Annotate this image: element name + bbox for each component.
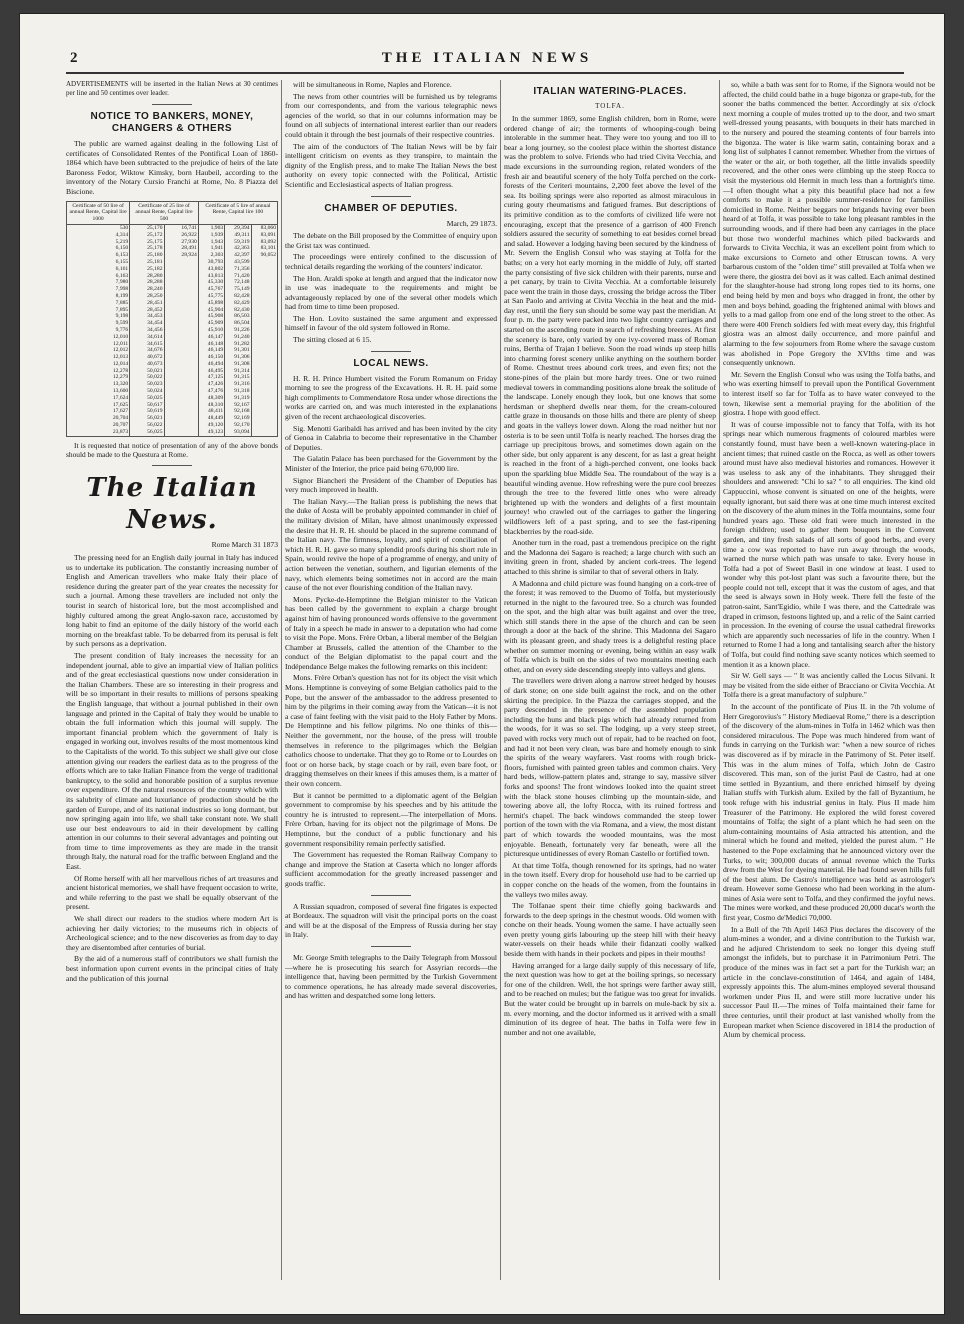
table-cell: 45,898 [198,300,224,307]
tolfa-subheading: TOLFA. [595,102,625,110]
table-row [67,374,278,381]
editorial-paragraph: The pressing need for an English daily journal in Italy has induced us to undertake its publication. The constantly increasing number of English and American travellers who make Italy their place of residence during the greater part of the year creates the necessity for such a journal. Among these travellers are included not only the tourist in search of historical lore, but the most accomplished and highly cultured among the great Anglo-saxon race, accustomed by long habit to find an epitome of the daily history of the world each morning on the breakfast table. To be debarred from its perusal is felt by such persons as a deprivation. [66,553,278,649]
table-cell [164,381,198,388]
table-cell: 50,617 [130,402,164,409]
chamber-paragraph: The Hon. Lovito sustained the same argument and expressed himself in favour of the old system followed in Rome. [285,313,497,333]
table-cell [164,327,198,334]
table-cell [251,361,277,368]
bankers-text: The public are warned against dealing in the following List of certificates of Consolidated Rentes of the Pontifical Loan of 1860-1864 which have been subtracted to the prejudice of heirs of the late Baroness Fedor, Wiktow Kimsky, born Haubeil, according to the inventory of the Notary Cursio Franchi at Rome, No. 8 Piazza del Biscione. [66,139,278,196]
table-cell: 45,767 [198,286,224,293]
chamber-heading: CHAMBER OF DEPUTIES. [324,202,458,214]
table-cell [164,320,198,327]
table-cell [251,266,277,273]
table-cell: 1,943 [198,239,224,246]
table-row [67,347,278,354]
table-cell: 49,120 [198,422,224,429]
table-row [67,368,278,375]
chamber-paragraph: The Hon. Araldi spoke at length and argued that the indicator now in use was inadequate to the requirements and might be advantageously replaced by one of the several other models which had from time to time been proposed. [285,273,497,312]
table-cell [251,273,277,280]
table-cell: 92,170 [225,422,251,429]
table-cell [164,354,198,361]
table-cell: 45,908 [198,313,224,320]
divider [371,196,411,197]
table-cell: 25,170 [130,224,164,231]
table-cell: 50,619 [130,408,164,415]
editorial-paragraph: We shall direct our readers to the studios where modern Art is achieving her daily victories; to the museums rich in objects of Archeological science; and to the new discoveries as from day to day they are disentombed after centuries of burial. [66,914,278,952]
article-paragraph: Mr. Severn the English Consul who was using the Tolfa baths, and who was exerting himself to prevail upon the Pontifical Government to interest itself so far for Tolfa as to have water conveyed to the town, likewise sent a memorial praying for the abolition of the giostra. I hope with good effect. [723,369,935,418]
article-paragraph: Sir W. Gell says — " It was anciently called the Locus Silvani. It may be visited from the side either of Bracciano or Civita Vecchia. At Tolfa there is a great manufactory of sulphure." [723,671,935,700]
ads-notice: ADVERTISEMENTS will be inserted in the Italian News at 30 centimes per line and 50 centimes over leader. [66,80,278,97]
table-cell [164,259,198,266]
table-cell: 28,924 [164,252,198,259]
table-cell: 7,895 [67,307,130,314]
table-cell: 28,240 [130,286,164,293]
table-cell [164,402,198,409]
local-news-paragraph: The Galatin Palace has been purchased for the Government by the Minister of the Interior, the price paid being 670,000 lire. [285,454,497,473]
table-row [67,239,278,246]
table-cell: 91,318 [225,388,251,395]
table-cell: 12,278 [67,368,130,375]
table-cell: 91,226 [225,327,251,334]
table-cell [164,429,198,436]
table-cell [164,341,198,348]
table-cell: 48,449 [198,415,224,422]
table-cell [164,334,198,341]
table-cell: 46,147 [198,334,224,341]
table-cell [251,429,277,436]
chamber-paragraph: The sitting closed at 6 15. [293,335,372,345]
column-4 [723,80,935,1290]
table-cell: 75,149 [225,286,251,293]
table-cell: 50,024 [130,388,164,395]
table-cell: 45,909 [198,320,224,327]
table-cell: 7,980 [67,279,130,286]
table-cell: 48,310 [198,402,224,409]
local-news-paragraph: Mr. George Smith telegraphs to the Daily Telegraph from Mossoul—where he is prosecuting his search for Assyrian records—the intelligence that, having been permitted by the Turkish Government to commence operations, he has already made several discoveries, and has written and despatched some long letters. [285,952,497,1001]
table-row [67,313,278,320]
article-paragraph: so, while a bath was sent for to Rome, if the Signora would not be affected, the child could bathe in a huge bigonza or grape-tub, for the sooner the baths commenced the better. Accordingly at six o'clock next morning a couple of mules trotted up to the door, and two smart well-dressed young peasants, with bouquets in their hats marched in to the nursery and poured the steaming contents of four barrels into the bigonza. The water is like warm satin, containing borax and a long list of sulphates I cannot remember. Whether from the virtues of the water or the air, or both together, all the little invalids speedily recovered, and the other ones were climbing up the steep Rocca to visit the mysterious old Hermit in much less than a fortnight's time.—I often thought what a pity this beautiful place had not a few comforts to make it a possible summer-residence for families domiciled in Rome. Neither beggars nor brigands having ever been heard of at Tolfa, it was possible to take long pleasant rambles in the surrounding woods, and if there had been any carriages in the place but those two wonderful machines which piled backwards and forwards to Civita Vecchia, it was an excellent point from which to make excursions to Corneto and other Etruscan towns. A very barbarous custom of the "olden time" still prevailed at Tolfa when we were there, the giostra dei bovi as it was called. Each animal destined for the slaughter-house had strong long ropes tied to its horns, one end being held by men and boys who dragged in front, the other by men and boys behind, goading the frightened animal with blows and yells to a mad gallop from one end of the long street to the other. As there were 400 French soldiers fed with meat every day, this frightful giostra was an almost daily occurrence, and more painful and alarming to the few sojourners from Rome where the savage custom was abolished in Pope Gregory the XVIths time and was consequently unknown. [723,80,935,368]
table-cell: 8,199 [67,293,130,300]
table-cell: 27,930 [164,239,198,246]
table-row [67,395,278,402]
table-cell: 46,495 [198,368,224,375]
table-row [67,300,278,307]
table-cell: 83,060 [251,224,277,231]
table-cell: 46,494 [198,361,224,368]
table-cell: 6,163 [67,273,130,280]
table-cell: 83,092 [251,239,277,246]
table-cell: 20,704 [67,415,130,422]
table-cell [164,273,198,280]
table-cell: 83,091 [251,232,277,239]
table-row [67,422,278,429]
local-news-paragraph: The Government has requested the Roman Railway Company to change and improve the Station at Caserta which no longer affords sufficient accommodation for the greatly increased passenger and goods traffic. [285,850,497,888]
local-news-paragraph: The Italian Navy.—The Italian press is publishing the news that the duke of Aosta will be probably appointed commander in chief of the military division of Milan, have almost unanimously expressed the desire that H. R. H. should be placed in the supreme command of the Italian navy. The firmness, loyalty, and spirit of conciliation of which H. R. H. gave so many splendid proofs during his short rule in Spain, would revive the hope of a programme of energy, and unity of action between the venetian, southern, and ligurian elements of the navy, which elements being sometimes not in accord are the main cause of the not ever flourishing condition of the Italian navy. [285,496,497,593]
table-cell: 13,320 [67,381,130,388]
table-row [67,415,278,422]
table-cell: 50,022 [130,374,164,381]
table-cell: 45,330 [198,279,224,286]
table-cell: 90,052 [251,252,277,259]
table-cell: 12,011 [67,341,130,348]
table-cell: 71,356 [225,266,251,273]
table-cell: 34,453 [130,313,164,320]
table-cell [251,381,277,388]
table-cell [251,327,277,334]
table-cell: 29,394 [225,224,251,231]
table-cell: 45,910 [198,327,224,334]
table-cell: 92,169 [225,415,251,422]
editorial-continued: will be simultaneous in Rome, Naples and Florence. [293,80,452,89]
table-row [67,402,278,409]
article-paragraph: A Madonna and child picture was found hanging on a cork-tree of the forest; it was removed to the Duomo of Tolfa, but mysteriously returned in the night to the favoured tree. So a church was founded on the spot, and the high altar was built against and over the tree, which still stands there in the apse of the church and can be seen through a door at the back of the shrine. This Madonna dei Sagaro with its pleasant green, and shady trees is a delightful resting place whether on summer morning or evening, being within an easy walk of Tolfa which is built on the sides of two mountains meeting each other, and on every side descending steeply into valleys and glens. [504,578,716,674]
table-row [67,252,278,259]
table-header: Certificate of 25 lire of annual Rente, Capital lire 500 [130,201,199,224]
table-cell: 46,149 [198,347,224,354]
table-cell: 17,625 [67,402,130,409]
local-news-paragraph: Mons. Pycke-de-Hemptinne the Belgian minister to the Vatican has been called by the government to explain a charge brought against him of having pronounced words offensive to the government of Italy in a speech he made in answer to a deputation who had come to visit the Pope. Mons. Frère Orban, a liberal member of the Belgian Chamber at Brussels, called the attention of the Chamber to the conduct of the Belgian diplomatist to the papal court and the Indépendance Belge makes the following remarks on this incident: [285,594,497,671]
table-cell: 40,673 [130,361,164,368]
table-cell: 86,503 [225,313,251,320]
article-paragraph: Having arranged for a large daily supply of this necessary of life, the next question was how to get at the boiling springs, so necessary for one of the children. Well, the hot springs were farther away still, and to be reached on mules; but the fatigue was too great for invalids. But the water could be brought up in barrels on mule-back by six a. m. every morning, and the doctor informed us it arrived with a small diminution of its degree of heat. The baths in Tolfa were few in number and not one available, [504,960,716,1037]
table-cell: 59,319 [225,239,251,246]
table-cell: 46,148 [198,341,224,348]
table-cell [164,293,198,300]
local-news-paragraph: A Russian squadron, composed of several fine frigates is expected at Bordeaux. The squadron will visit the principal ports on the coast and will be at the disposal of the Empress of Russia during her stay in Italy. [285,901,497,940]
table-cell: 12,014 [67,361,130,368]
table-cell: 93,094 [225,429,251,436]
column-3 [504,80,716,1290]
article-paragraph: The travellers were driven along a narrow street hedged by houses of dark stone; on one side built against the rock, and on the other skirting the precipice. In the Piazza the carriages stopped, and the party descended in the presence of the assembled population including the huns and black pigs which had already returned from the woods, for it was so sel. The lodging, up a very steep street, paved with rocks very much out of repair, had to be reached on foot, and had it not been very clean, was bare and homely enough to sink the spirits of the weary wayfarers. Vast rooms with rough brick-floors, furnished with painted green tables and common chairs. Very hard beds, willow-pattern plates and, strange to say, massive silver forks and spoons! The front windows looked into the quaint street with the black stone houses climbing up the mountain-side, and towering above all, the lofty Rocca, with its ruined fortress and hermit's chapel. The back windows commanded the steep lower portion of the town with the via Romana, and a view, the most distant part of which towards the wooded mountains, was the most enjoyable. Beneath, fortunately very far beneath, were all the picturesque untidinesses of every Roman Castello or fortified town. [504,676,716,859]
divider [152,104,192,105]
table-row [67,334,278,341]
table-row [67,232,278,239]
table-header: Certificate of 50 lire of annual Rente, Capital lire 1000 [67,201,130,224]
table-cell [251,422,277,429]
table-cell: 7,885 [67,300,130,307]
table-cell: 12,010 [67,334,130,341]
table-cell: 91,319 [225,395,251,402]
table-cell: 12,012 [67,347,130,354]
table-cell: 72,148 [225,279,251,286]
table-cell [164,395,198,402]
article-paragraph: At that time Tolfa, though renowned for its springs, had no water in the town itself. Every drop for household use had to be carried up in copper conche on the heads of the women, from the fountains in the valleys two miles away. [504,860,716,899]
table-cell: 34,676 [130,347,164,354]
table-cell: 49,123 [198,429,224,436]
table-cell: 25,181 [130,259,164,266]
table-cell: 530 [67,224,130,231]
table-cell: 12,013 [67,354,130,361]
table-cell: 17,624 [67,395,130,402]
table-cell: 82,428 [225,293,251,300]
table-cell: 43,813 [198,273,224,280]
article-paragraph: In a Bull of the 7th April 1463 Pius declares the discovery of the alum-mines a wonder, and a divine contribution to the Turkish war, and he adjured Christendom to seek no longer this dyeing stuff amongst the infidels, but to purchase it in Patrimonium Petri. The produce of the mines was in fact set a part for the Turkish war; an article in the conclave-constitution of 1464, and again of 1484, expressly appoints this. The alum-mines employed several thousand workmen under Pius II, and were still more lucrative under his successor Paul II.—The mines of Tolfa maintained their fame for three centuries, until their product at last vanished wholly from the European market when Science discovered in 1814 the production of Alum by chemical process. [723,924,935,1040]
table-row [67,408,278,415]
table-cell: 40,672 [130,354,164,361]
table-cell [164,286,198,293]
table-cell: 6,161 [67,266,130,273]
local-news-heading: LOCAL NEWS. [353,357,429,369]
table-row [67,273,278,280]
table-row [67,388,278,395]
table-row [67,341,278,348]
table-cell: 9,599 [67,320,130,327]
table-cell [251,374,277,381]
article-paragraph: In the summer 1869, some English children, born in Rome, were ordered change of air; the torments of whooping-cough being intolerable in the summer heat. They were too young and too ill to bear a long journey, so the coolest place within the shortest distance was the problem to solve. Friends who had tried Civita Vecchia, and made excursions in the surrounding region, related wonders of the fresh air and beautiful scenery of the holy Tolfa perched on the cork-forests of the Ceriteri mountains, 2,200 feet above the level of the sea. Its boiling springs were also reported as almost miraculous in curing gouty rheumatisms and fatigued frames. But descriptions of its primitive condition as to the comforts of civilized life were not encouraging, except that the presence of a garrison of 400 French soldiers assured the security of something to eat besides cornel bread and salad. However a lodging having been secured by the kindness of Mr. Severn the English Consul who was staying at Tolfa for the baths; on a very hot early morning in the middle of July, off started the party consisting of five sick children with their parents, nurse and a pet canary, by train to Civita Vecchia. At a comfortable leisurely pace went the train in those days, crossing the bridge across the Tiber at San Paolo and arriving at Civita Vecchia in the heat and the mid-day rest, until the fiery sun should be some way past the meridian. At four p. m. the party were packed into two light country carriages and started on the ascending route in search of refreshing breezes. At first the scenery is bare, only varied by one ivy-covered mass of Roman ruins, Bertha of Trajan I believe. Soon the road winds up steep hills into charming forest scenery unlike anything on the southern border of Rome. Chestnut trees abound cork trees, and even firs; not the stone-pines of the plain but more hardy trees. One or two ruined medieval towers in commanding positions alone break the solitude of the landscape. Lonely enough they look, but one knows that some herdsman or shepherd dwells near them, for the cream-coloured cattle graze in thousands on those hills and there are plenty of sheep and goats in the valleys lower down. Along the road neither hut nor osteria is to be seen until Tolfa is nearly reached. The horses drag the carriage up precipitous brows, and sometimes down again on the other side, but only apparent is any descent, for as last a great height is reached in the front of a high-perched convent, one looks back upon the sparkling blue Middle Sea. The roundabout of the way is a beautiful winding avenue. How refreshing were the pure cool breezes through the tree to the fevered little ones who were already brightened up with the wonders and delights of a first mountain journey! who crawled out of the carriages to gather the lingering wildflowers left of a past spring, and to see the fast-ripening blackberries by the road-side. [504,114,716,536]
table-cell: 34,615 [130,341,164,348]
table-cell: 56,022 [130,422,164,429]
bankers-heading: NOTICE TO BANKERS, MONEY, CHANGERS & OTHERS [90,111,254,134]
table-cell: 23,873 [67,429,130,436]
table-cell: 91,240 [225,334,251,341]
table-cell: 28,288 [130,279,164,286]
table-cell: 47,476 [198,388,224,395]
table-cell: 34,614 [130,334,164,341]
table-body [67,224,278,436]
table-cell: 45,775 [198,293,224,300]
table-cell [251,259,277,266]
table-cell: 50,021 [130,368,164,375]
table-row [67,361,278,368]
article-paragraph: In the account of the pontificate of Pius II. in the 7th volume of Herr Gregorovius's " History Mediaeval Rome," there is a description of the discovery of the alum-mines in Tolfa in 1462 which was then considered miraculous. The Pope was much hindered from want of funds in carrying on the Turkish war: "when a new source of riches was discovered as if by miracle in the Patrimony of St. Peter itself. This was in the alum mines of Tolfa, which John de Castro discovered. This man, son of the jurist Paul de Castro, had at one time settled in Byzantium, and there enriched himself by dyeing Italian stuffs with Turkish alum. Exiled by the fall of Byzantium, he took refuge with his industrial genius in Italy. Pius II made him Treasurer of the Patrimony. He explored the wild forest covered mountains of Tolfa; the sight of a plant which he had seen on the alum-containing mountains of Asia attracted his attention, and the mineral which he found and melted, yielded the purest alum. " He hastened to the Pope exclaiming that he announced victory over the Turks, to wit; 300,000 ducats of annual revenue which the Turks drew from the West for dyeing material. He had found seven hills full of the best alum. De Castro's intelligence was held as astrologer's dream. However some Genoese who had been working in the alum-mines of Asia were sent to Tolfa, and they confirmed the joyful news. The mines were worked, and these produced 20,000 ducat's worth the first year, Cosmo de'Medici 70,000. [723,702,935,923]
table-cell [251,279,277,286]
table-cell [251,415,277,422]
masthead-rule [66,72,904,74]
table-cell: 2,303 [198,252,224,259]
local-news-paragraph: H. R. H. Prince Humbert visited the Forum Romanum on Friday morning to see the progress of the Excavations. H. R. H. paid some high compliments to Commendatore Rosa under whose directions the works are carried on, and was much interested in the explanations given of the recent archaeological discoveries. [285,373,497,422]
table-cell: 42,363 [225,245,251,252]
table-cell: 34,454 [130,320,164,327]
table-cell: 13,600 [67,388,130,395]
divider [371,946,411,947]
column-divider [719,80,720,1280]
table-cell: 9,198 [67,313,130,320]
local-news-paragraph: Mons. Frère Orban's question has not for its object the visit which Mons. Hemptinne is conveying of some Belgian catholics paid to the Pope, but the answer of the ambassador to the address presented to him by the pilgrims in their coming away from the Vatican—it is not a case of faint feeling with the visit paid to the Holy Father by Mons. De Hemptinne and his fellow pilgrims. No one thinks of this—Neither the government, nor the house, of the press will trouble themselves in reference to the pilgrimages which the Belgian catholics choose to undertake. That they go to Rome or to Lourdes on foot or on horse back, by stage coach or by rail, even bare foot, or dragging themselves on their knees if this amuses them, is a matter of their own concern. [285,673,497,788]
table-cell: 6,150 [67,245,130,252]
table-cell: 4,314 [67,232,130,239]
table-cell [164,300,198,307]
table-cell: 82,429 [225,300,251,307]
table-cell: 1,941 [198,245,224,252]
table-cell: 30,793 [198,259,224,266]
table-cell [251,354,277,361]
local-news-paragraph: Signor Biancheri the President of the Chamber of Deputies has very much improved in health. [285,475,497,495]
table-cell: 28,491 [164,245,198,252]
table-cell: 91,301 [225,347,251,354]
table-cell: 86,504 [225,320,251,327]
table-cell [251,320,277,327]
table-cell: 43,802 [198,266,224,273]
table-cell: 25,172 [130,232,164,239]
table-row [67,279,278,286]
table-cell: 25,175 [130,239,164,246]
table-cell: 43,599 [225,259,251,266]
running-head: THE ITALIAN NEWS [381,50,593,66]
table-row [67,429,278,436]
chamber-date: March, 29 1873. [446,218,497,228]
table-cell [251,368,277,375]
divider [371,351,411,352]
local-news-paragraph: Sig. Menotti Garibaldi has arrived and has been invited by the city of Genoa in Calabria to become their representative in the Chamber of Deputies. [285,423,497,452]
table-cell: 28,452 [130,307,164,314]
table-cell: 42,397 [225,252,251,259]
table-cell: 25,178 [130,245,164,252]
table-cell [251,388,277,395]
table-cell: 20,707 [67,422,130,429]
table-cell [251,341,277,348]
table-cell: 56,021 [130,415,164,422]
table-row [67,354,278,361]
table-cell: 28,451 [130,300,164,307]
table-row [67,259,278,266]
table-row [67,286,278,293]
table-cell [164,313,198,320]
table-cell: 47,426 [198,381,224,388]
table-cell: 91,316 [225,381,251,388]
table-cell [251,402,277,409]
table-cell: 71,420 [225,273,251,280]
table-cell [164,307,198,314]
table-cell [164,368,198,375]
table-cell: 83,101 [251,245,277,252]
table-cell: 17,627 [67,408,130,415]
table-cell [164,415,198,422]
newspaper-page [20,14,944,1314]
table-cell: 28,250 [130,293,164,300]
table-row [67,307,278,314]
table-row [67,293,278,300]
table-cell: 92,167 [225,402,251,409]
table-row [67,245,278,252]
editorial-paragraph: The present condition of Italy increases the necessity for an independent journal, able to give an impartial view of Italian politics and of the great ecclesiastical questions now under consideration in the Italian Chambers. These are so interesting in their progress and will be so important in their results to millions of persons speaking the English language, that without a journal published in their own language and printed in the Capital of Italy they would be unable to obtain the full information which this journal will supply. The important financial problem which the government of Italy is engaged in working out, involves results of the most momentous kind to the Capitalists of the world. To this subject we shall give our close attention giving our readers the earliest data as to the progress of the efforts which are to take Italian Finance from the verge of traditional bankruptcy, to the solid and honorable position of a surplus revenue over expenditure. Of the natural resources of the country which with its salubrity of climate and luxuriance of production should be the garden of Europe, and of its national industries so long dormant, but now springing again into life, we shall take constant note. We shall use our best endeavours to aid in their development by calling attention in our columns to their several advantages and pointing out from time to time improvements as they are made in the transit through Italy, the natural road for the traffic between England and the East. [66,651,278,872]
table-cell: 92,168 [225,408,251,415]
table-cell: 49,311 [225,232,251,239]
table-cell [251,286,277,293]
table-row [67,381,278,388]
table-cell: 7,998 [67,286,130,293]
table-cell: 91,314 [225,368,251,375]
table-cell [251,307,277,314]
table-cell: 91,282 [225,341,251,348]
column-2 [285,80,497,1290]
column-1 [66,80,278,1290]
table-cell: 12,279 [67,374,130,381]
certificates-table [66,201,278,437]
local-news-paragraph: But it cannot be permitted to a diplomatic agent of the Belgian government to compromise by his speeches and by his attitude the country he is intrusted to represent.—The interpellation of Mons. Frère Orban, having for its object not the pilgrimage of Mons. De Hemptinne, but the conduct of a public functionary and his government responsibility remain perfectly satisfied. [285,790,497,848]
table-cell: 26,922 [164,232,198,239]
divider [371,895,411,896]
table-cell: 45,904 [198,307,224,314]
table-cell: 34,456 [130,327,164,334]
table-cell [164,266,198,273]
table-cell: 1,939 [198,232,224,239]
table-cell [251,395,277,402]
table-cell: 25,182 [130,266,164,273]
table-cell: 91,306 [225,354,251,361]
table-row [67,224,278,231]
chamber-paragraph: The proceedings were entirely confined to the discussion of technical details regarding the working of the counters' indicator. [285,252,497,271]
table-row [67,266,278,273]
table-row [67,327,278,334]
table-cell [251,293,277,300]
table-cell [251,334,277,341]
table-cell: 46,150 [198,354,224,361]
table-header: Certificate of 5 lire of annual Rente, Capital lire 100 [198,201,277,224]
article-paragraph: The Tolfanae spent their time chiefly going backwards and forwards to the deep springs in the chestnut woods. Old women with conche on their heads. Young women the same. I have actually seen even pretty young girls labouring up the steep hill with their heavy water-vessels on their heads while their fidanzati coolly walked beside them with hands in their pockets and pipes in their mouths! [504,901,716,959]
table-cell: 6,153 [67,252,130,259]
column-divider [281,80,282,1280]
table-cell: 5,219 [67,239,130,246]
editorial-continued: The news from other countries will be furnished us by telegrams from our correspondents, and from the various telegraphic news agencies of the world, so that in our columns information may be found on all subjects of international interest earlier than our readers could obtain it through the best journals of their respective countries. [285,91,497,139]
table-cell: 91,308 [225,361,251,368]
table-cell [251,300,277,307]
table-cell: 56,025 [130,429,164,436]
table-cell [164,422,198,429]
editorial-paragraph: Of Rome herself with all her marvellous riches of art treasures and ancient historical memories, we shall have frequent occasion to write, and while referring to the past we shall be equally observant of the present. [66,873,278,912]
table-cell [164,279,198,286]
table-cell [164,408,198,415]
bankers-request: It is requested that notice of presentation of any of the above bonds should be made to the Questura at Rome. [66,440,278,460]
table-cell [251,313,277,320]
chamber-paragraph: The debate on the Bill proposed by the Committee of enquiry upon the Grist tax was continued. [285,231,497,250]
table-cell: 9,776 [67,327,130,334]
table-cell: 47,125 [198,374,224,381]
watering-places-heading: ITALIAN WATERING-PLACES. [533,86,687,97]
table-cell: 28,280 [130,273,164,280]
table-cell: 48,309 [198,395,224,402]
table-cell [164,388,198,395]
table-cell: 16,741 [164,224,198,231]
editorial-continued: The aim of the conductors of The Italian News will be by fair intelligent criticism on events as they transpire, to maintain the dignity of the English press, and to make The Italian News the best authority on every topic connected with the Political, Artistic Scientific and Ecclesiastical aspects of Italian progress. [285,141,497,189]
table-cell: 1,903 [198,224,224,231]
column-divider [500,80,501,1280]
article-paragraph: Another turn in the road, past a tremendous precipice on the right and the Madonna dei Sagaro is reached; a large church with such an inviting green in front, shaded by ancient cork-trees. The legend attached to this shrine is similar to that of several others in Italy. [504,538,716,576]
dateline: Rome March 31 1873 [211,540,278,550]
table-cell: 82,430 [225,307,251,314]
table-cell [164,347,198,354]
table-cell: 91,315 [225,374,251,381]
table-cell [251,347,277,354]
article-paragraph: It was of course impossible not to fancy that Tolfa, with its hot springs near which numerous fragments of coloured marbles were constantly found, must have been a well-known watering-place in ancient times; that ruined castle on the Rocca, as well as other towers around must have also medieval histories and romances. However it was useless to ask any of the inhabitants. They shrugged their shoulders and answered: "Chi lo sa? " to all enquiries. The kind old Cappuccini, whose convent is situated on one of the heights, were equally ignorant, but said there was at one time much interest excited on the discovery of the alum mines in the Tolfa mountains, some four hundred years ago. These old frati were much interested in the foreign children; used to gather them bouquets in the Convent garden, and tiny fresh salads of all sorts of good herbs, and every time a cow was reported to have run away through the woods, warned the nurse which path was unsafe to take. Every house in Tolfa had a pot of Sweet Basil in one window at least. I used to wonder why this pot-lost plant was such a favourite there, but the people could not tell, except that it was the custom of ages, and that the seed is always sown in Holy week. There fell the feste of the patron-saint, Sant'Egidio, while I was there, and the Cattedrale was draped in crimson, festoons lighted up, and a relic of the Saint carried in procession. In the evening of course the usual cathedral fireworks which are apparently such necessaries of life in the country. When I returned to Rome I had a long and tantalising search after the history of Tolfa, but could find nothing save scanty notices which seemed to mention it as a known place. [723,419,935,669]
table-cell: 6,155 [67,259,130,266]
page-number: 2 [70,50,78,66]
divider [152,465,192,466]
table-cell [164,374,198,381]
table-cell [164,361,198,368]
nameplate: The Italian News. [86,473,258,536]
editorial-paragraph: By the aid of a numerous staff of contributors we shall furnish the best information upon current events in the principal cities of Italy and the publication of this journal [66,954,278,983]
table-cell: 25,180 [130,252,164,259]
table-cell: 50,023 [130,381,164,388]
table-cell: 48,411 [198,408,224,415]
table-cell: 50,025 [130,395,164,402]
table-row [67,320,278,327]
table-cell [251,408,277,415]
